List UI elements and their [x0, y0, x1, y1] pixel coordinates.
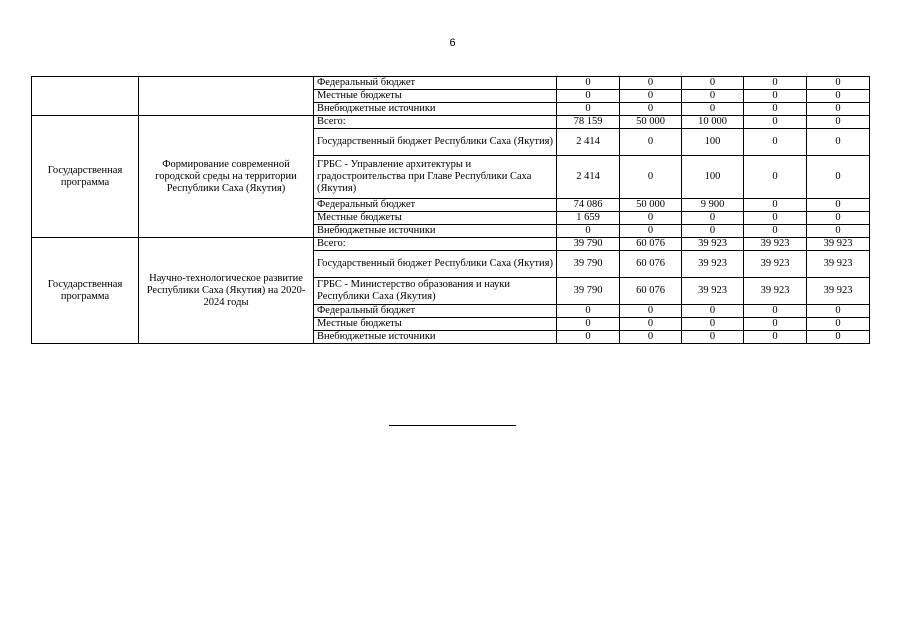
amount-cell: 39 923	[744, 278, 807, 305]
amount-cell: 39 923	[744, 238, 807, 251]
funding-source-cell: Местные бюджеты	[314, 90, 557, 103]
table-row	[32, 116, 870, 129]
amount-cell: 0	[557, 90, 620, 103]
amount-cell: 0	[557, 305, 620, 318]
amount-cell: 0	[557, 318, 620, 331]
amount-cell: 2 414	[557, 129, 620, 156]
amount-cell: 0	[807, 129, 870, 156]
program-type-cell: Государственная программа	[32, 116, 139, 238]
amount-cell: 0	[807, 77, 870, 90]
amount-cell: 0	[557, 331, 620, 344]
funding-source-cell: Государственный бюджет Республики Саха (Якутия)	[314, 129, 557, 156]
amount-cell: 39 923	[807, 238, 870, 251]
amount-cell: 0	[682, 305, 744, 318]
amount-cell: 0	[620, 212, 682, 225]
amount-cell: 0	[807, 318, 870, 331]
amount-cell: 0	[744, 77, 807, 90]
amount-cell: 0	[744, 212, 807, 225]
amount-cell: 0	[807, 103, 870, 116]
amount-cell: 50 000	[620, 116, 682, 129]
footer-rule	[389, 425, 516, 426]
funding-source-cell: Федеральный бюджет	[314, 77, 557, 90]
amount-cell: 0	[744, 156, 807, 199]
amount-cell: 0	[682, 212, 744, 225]
amount-cell: 39 790	[557, 238, 620, 251]
funding-source-cell: Всего:	[314, 116, 557, 129]
amount-cell: 60 076	[620, 278, 682, 305]
amount-cell: 60 076	[620, 238, 682, 251]
amount-cell: 0	[620, 156, 682, 199]
amount-cell: 39 923	[682, 238, 744, 251]
funding-source-cell: ГРБС - Министерство образования и науки Республики Саха (Якутия)	[314, 278, 557, 305]
amount-cell: 0	[744, 103, 807, 116]
amount-cell: 10 000	[682, 116, 744, 129]
amount-cell: 0	[744, 116, 807, 129]
table-body	[32, 77, 870, 344]
amount-cell: 100	[682, 129, 744, 156]
amount-cell: 39 790	[557, 278, 620, 305]
amount-cell: 0	[807, 305, 870, 318]
amount-cell: 0	[682, 318, 744, 331]
amount-cell: 0	[807, 90, 870, 103]
amount-cell: 0	[744, 199, 807, 212]
amount-cell: 39 923	[744, 251, 807, 278]
amount-cell: 0	[807, 331, 870, 344]
amount-cell: 60 076	[620, 251, 682, 278]
amount-cell: 0	[557, 103, 620, 116]
amount-cell: 0	[620, 225, 682, 238]
amount-cell: 0	[744, 318, 807, 331]
amount-cell: 0	[620, 90, 682, 103]
amount-cell: 0	[807, 225, 870, 238]
funding-source-cell: Федеральный бюджет	[314, 305, 557, 318]
amount-cell: 39 923	[807, 251, 870, 278]
amount-cell: 0	[557, 77, 620, 90]
amount-cell: 0	[744, 129, 807, 156]
amount-cell: 0	[620, 318, 682, 331]
amount-cell: 0	[744, 331, 807, 344]
amount-cell: 2 414	[557, 156, 620, 199]
amount-cell: 1 659	[557, 212, 620, 225]
budget-table	[31, 76, 870, 344]
page-number: 6	[449, 37, 456, 49]
amount-cell: 39 790	[557, 251, 620, 278]
amount-cell: 0	[744, 90, 807, 103]
funding-source-cell: Внебюджетные источники	[314, 331, 557, 344]
table-row	[32, 77, 870, 90]
program-type-cell: Государственная программа	[32, 238, 139, 344]
funding-source-cell: Внебюджетные источники	[314, 103, 557, 116]
funding-source-cell: Внебюджетные источники	[314, 225, 557, 238]
amount-cell: 0	[807, 212, 870, 225]
amount-cell: 0	[682, 103, 744, 116]
amount-cell: 9 900	[682, 199, 744, 212]
amount-cell: 0	[807, 199, 870, 212]
funding-source-cell: ГРБС - Управление архитектуры и градостроительства при Главе Республики Саха (Якутия)	[314, 156, 557, 199]
amount-cell: 0	[682, 77, 744, 90]
amount-cell: 39 923	[682, 278, 744, 305]
amount-cell: 0	[620, 331, 682, 344]
amount-cell: 0	[807, 116, 870, 129]
table-row	[32, 238, 870, 251]
amount-cell: 100	[682, 156, 744, 199]
amount-cell: 74 086	[557, 199, 620, 212]
program-name-cell: Формирование современной городской среды на территории Республики Саха (Якутия)	[139, 116, 314, 238]
amount-cell: 0	[620, 129, 682, 156]
program-name-cell: Научно-технологическое развитие Республики Саха (Якутия) на 2020-2024 годы	[139, 238, 314, 344]
funding-source-cell: Федеральный бюджет	[314, 199, 557, 212]
program-name-cell	[139, 77, 314, 116]
amount-cell: 0	[620, 103, 682, 116]
amount-cell: 0	[682, 225, 744, 238]
amount-cell: 50 000	[620, 199, 682, 212]
amount-cell: 0	[557, 225, 620, 238]
funding-source-cell: Всего:	[314, 238, 557, 251]
funding-source-cell: Государственный бюджет Республики Саха (Якутия)	[314, 251, 557, 278]
amount-cell: 0	[620, 77, 682, 90]
amount-cell: 0	[807, 156, 870, 199]
program-type-cell	[32, 77, 139, 116]
amount-cell: 0	[744, 225, 807, 238]
funding-source-cell: Местные бюджеты	[314, 212, 557, 225]
amount-cell: 0	[682, 90, 744, 103]
amount-cell: 0	[620, 305, 682, 318]
amount-cell: 0	[744, 305, 807, 318]
amount-cell: 0	[682, 331, 744, 344]
amount-cell: 78 159	[557, 116, 620, 129]
amount-cell: 39 923	[682, 251, 744, 278]
funding-source-cell: Местные бюджеты	[314, 318, 557, 331]
amount-cell: 39 923	[807, 278, 870, 305]
